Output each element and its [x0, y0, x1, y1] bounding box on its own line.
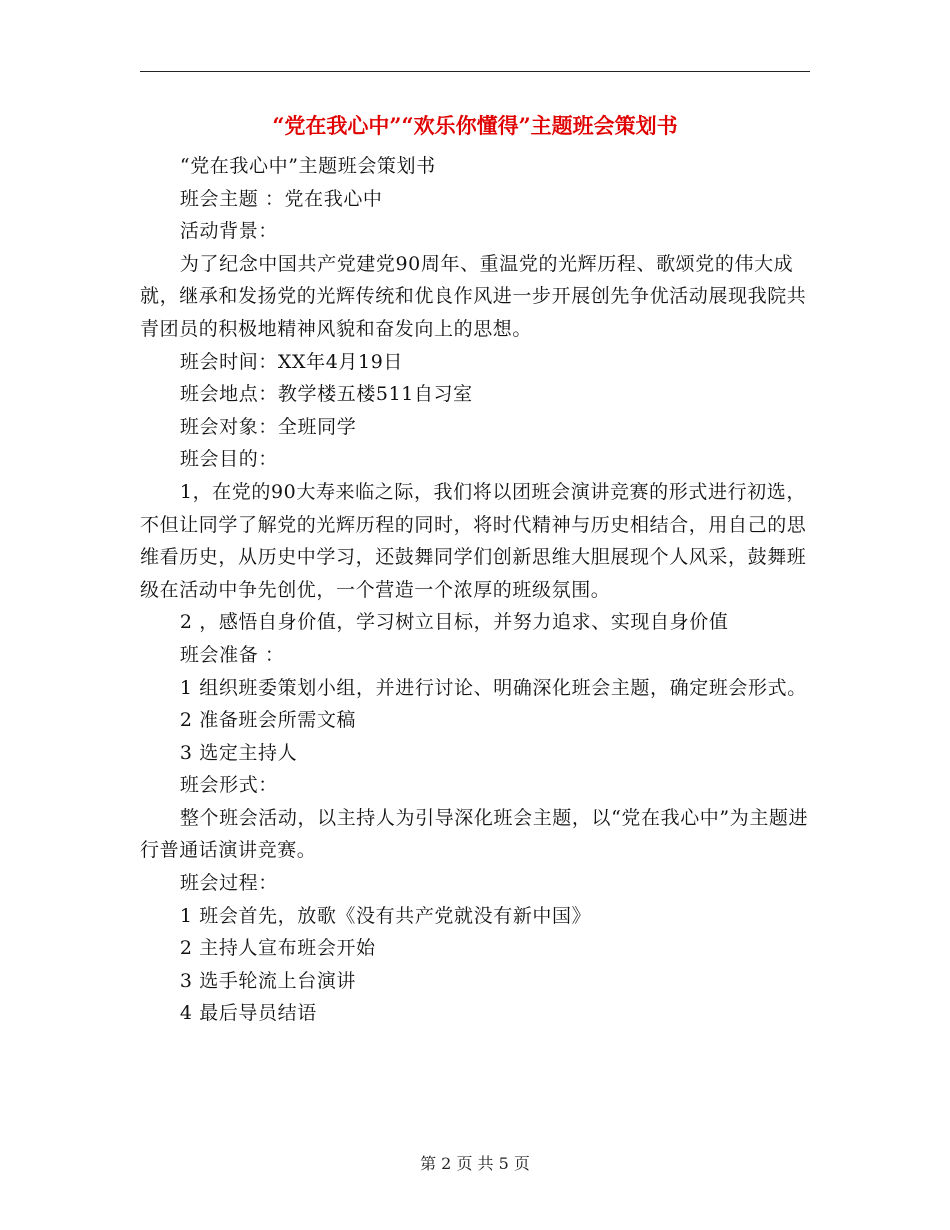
- paragraph-process-3: 3 选手轮流上台演讲: [179, 969, 357, 992]
- paragraph-process-2: 2 主持人宣布班会开始: [179, 937, 376, 960]
- document-title: “党在我心中”“欢乐你懂得”主题班会策划书: [272, 113, 678, 138]
- paragraph-preparation-3: 3 选定主持人: [179, 741, 298, 764]
- paragraph-theme: 班会主题 ：党在我心中: [179, 187, 383, 210]
- paragraph-subtitle: “党在我心中”主题班会策划书: [179, 155, 436, 177]
- paragraph-process-1: 1 班会首先，放歌《没有共产党就没有新中国》: [179, 904, 592, 927]
- paragraph-preparation-heading: 班会准备 ：: [179, 643, 285, 666]
- paragraph-background-heading: 活动背景：: [179, 220, 278, 243]
- paragraph-purpose-heading: 班会目的：: [179, 448, 278, 471]
- document-body: [140, 150, 810, 1030]
- paragraph-process-heading: 班会过程：: [179, 872, 278, 895]
- paragraph-location: 班会地点：教学楼五楼511自习室: [179, 383, 473, 406]
- paragraph-format: 整个班会活动，以主持人为引导深化班会主题，以“党在我心中”为主题进行普通话演讲竞赛。: [140, 806, 809, 862]
- paragraph-process-4: 4 最后导员结语: [179, 1002, 317, 1025]
- paragraph-audience: 班会对象：全班同学: [179, 415, 357, 438]
- header-rule: [140, 71, 810, 72]
- paragraph-preparation-1: 1 组织班委策划小组，并进行讨论、明确深化班会主题，确定班会形式。: [179, 676, 807, 699]
- page-number-footer: 第 2 页 共 5 页: [420, 1154, 530, 1173]
- paragraph-purpose-1: 1，在党的90大寿来临之际，我们将以团班会演讲竞赛的形式进行初选，不但让同学了解党的光辉历程的同时，将时代精神与历史相结合，用自己的思维看历史，从历史中学习，还鼓舞同学们创新思维大胆展现个人风采，鼓舞班级在活动中争先创优，一个营造一个浓厚的班级氛围。: [140, 480, 807, 601]
- paragraph-time: 班会时间：XX年4月19日: [179, 350, 404, 373]
- paragraph-purpose-2: 2 ，感悟自身价值，学习树立目标，并努力追求、实现自身价值: [179, 611, 729, 634]
- paragraph-format-heading: 班会形式：: [179, 774, 278, 797]
- paragraph-preparation-2: 2 准备班会所需文稿: [179, 709, 357, 732]
- paragraph-background: 为了纪念中国共产党建党90周年、重温党的光辉历程、歌颂党的伟大成就，继承和发扬党的光辉传统和优良作风进一步开展创先争优活动展现我院共青团员的积极地精神风貌和奋发向上的思想。: [140, 252, 807, 340]
